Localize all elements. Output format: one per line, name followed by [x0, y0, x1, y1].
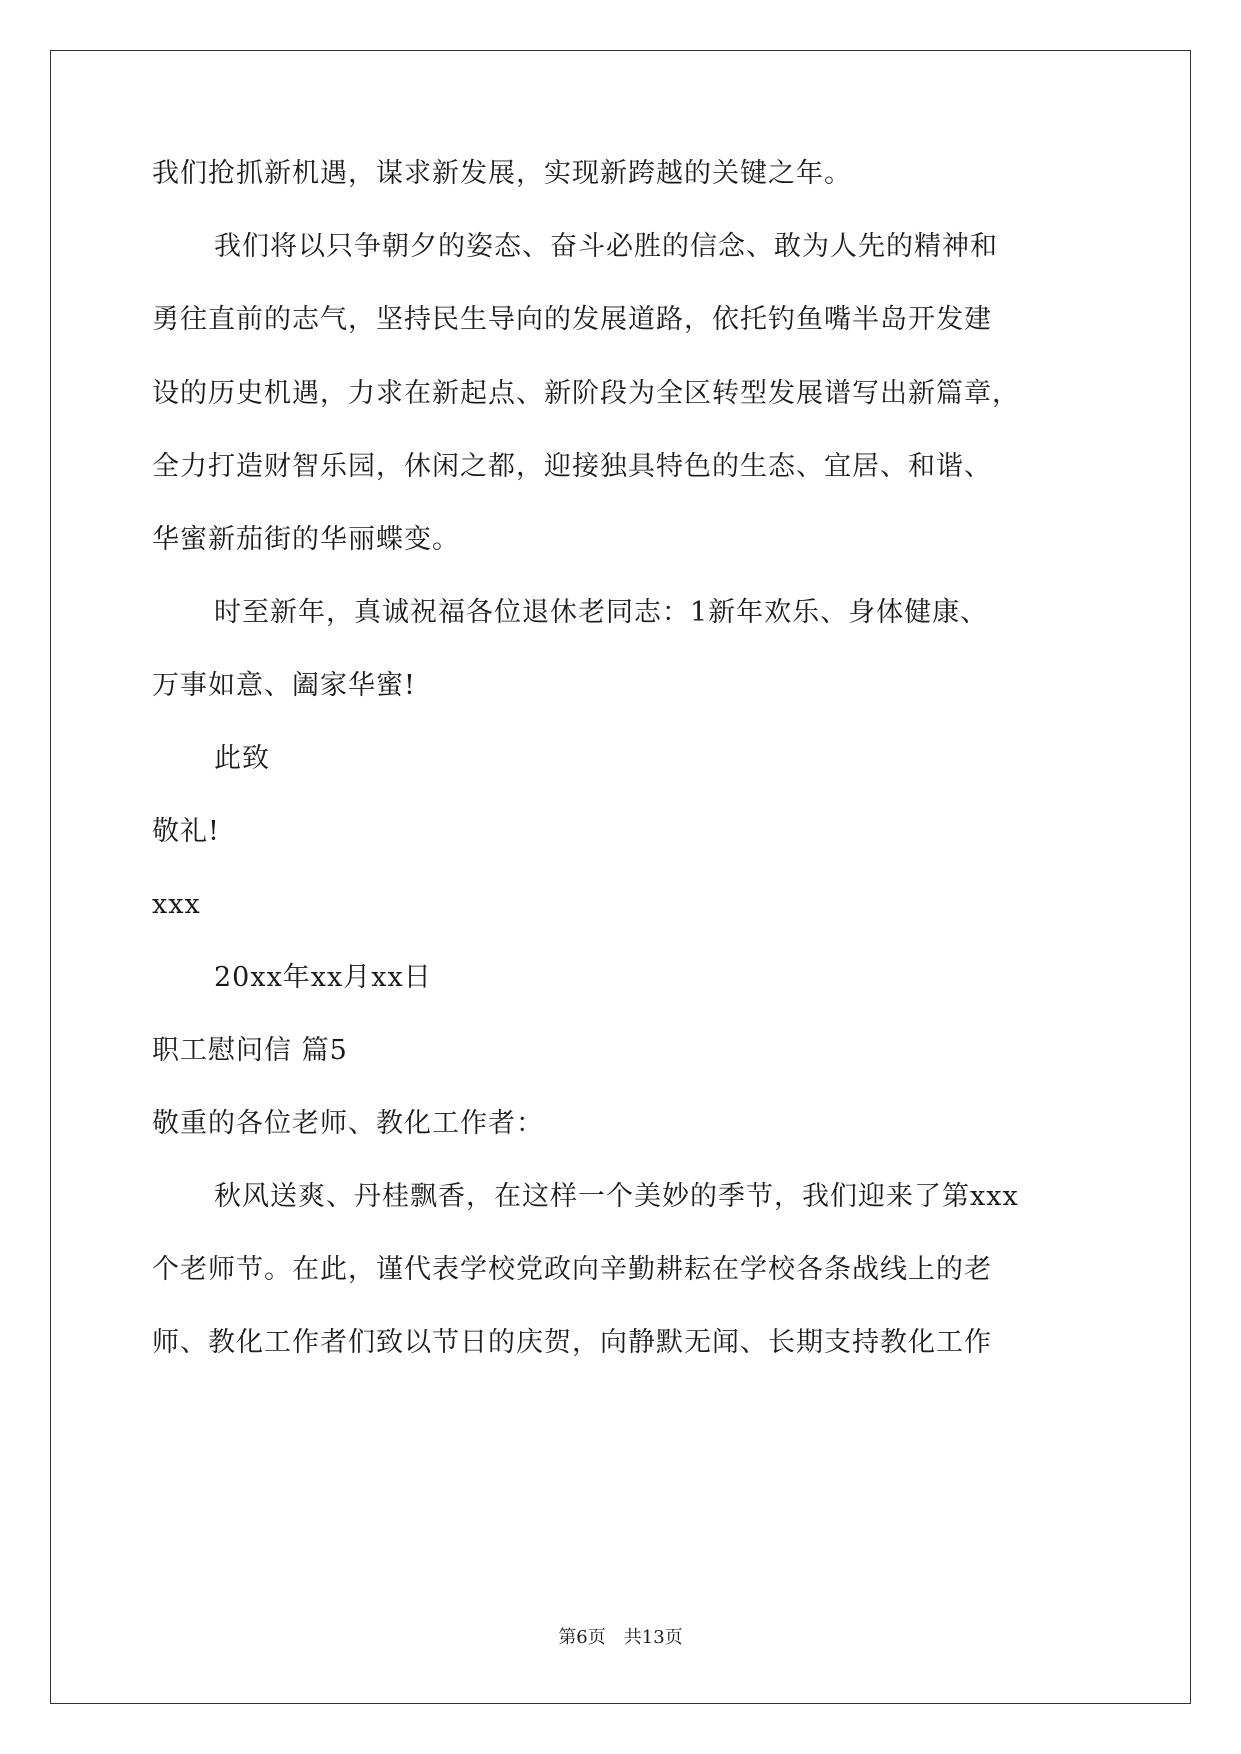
page-border — [50, 50, 1191, 1704]
body-line-3: 勇往直前的志气，坚持民生导向的发展道路，依托钓鱼嘴半岛开发建 — [152, 304, 992, 335]
letter-greeting: 敬重的各位老师、教化工作者： — [152, 1108, 544, 1139]
section-heading: 职工慰问信 篇5 — [152, 1035, 348, 1066]
page-footer — [0, 1627, 1241, 1649]
body-line-4: 设的历史机遇，力求在新起点、新阶段为全区转型发展谱写出新篇章， — [152, 378, 1020, 409]
closing-regards: 敬礼! — [152, 816, 220, 847]
body-line-16: 个老师节。在此，谨代表学校党政向辛勤耕耘在学校各条战线上的老 — [152, 1254, 992, 1285]
signature-date: 20xx年xx月xx日 — [214, 962, 432, 993]
body-line-1: 我们抢抓新机遇，谋求新发展，实现新跨越的关键之年。 — [152, 158, 852, 189]
body-line-8: 万事如意、阖家华蜜! — [152, 670, 416, 701]
body-line-15: 秋风送爽、丹桂飘香，在这样一个美妙的季节，我们迎来了第xxx — [214, 1181, 1019, 1212]
body-line-2: 我们将以只争朝夕的姿态、奋斗必胜的信念、敢为人先的精神和 — [214, 231, 998, 262]
closing-salutation: 此致 — [214, 743, 270, 774]
page-number: 第6页 — [558, 1627, 606, 1648]
page-total: 共13页 — [623, 1627, 683, 1648]
body-line-17: 师、教化工作者们致以节日的庆贺，向静默无闻、长期支持教化工作 — [152, 1327, 992, 1358]
body-line-5: 全力打造财智乐园，休闲之都，迎接独具特色的生态、宜居、和谐、 — [152, 451, 992, 482]
body-line-7: 时至新年，真诚祝福各位退休老同志：1新年欢乐、身体健康、 — [214, 597, 989, 628]
body-line-6: 华蜜新茄街的华丽蝶变。 — [152, 524, 460, 555]
signature-name: xxx — [152, 889, 201, 920]
